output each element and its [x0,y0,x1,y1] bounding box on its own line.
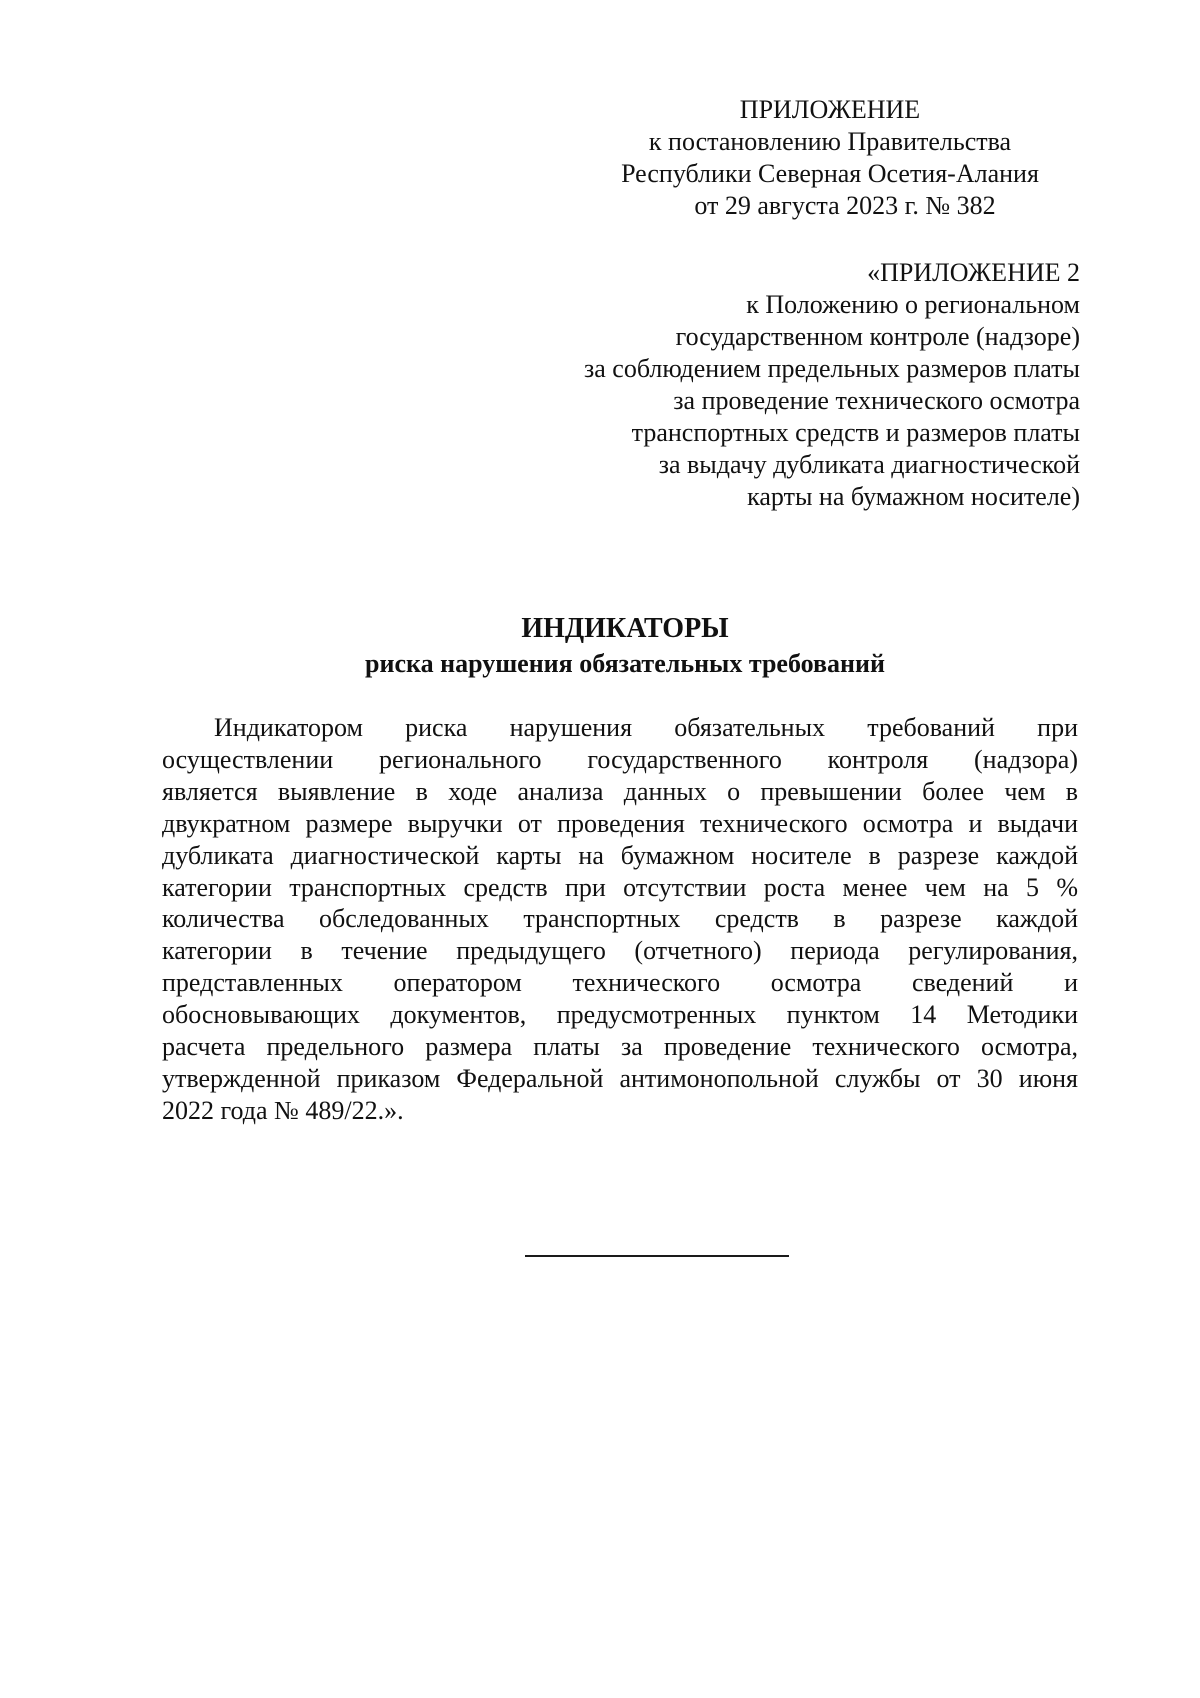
appendix2-header-line: «ПРИЛОЖЕНИЕ 2 [867,258,1080,287]
body-line: представленных оператором технического осмотра сведений и [162,968,1078,998]
body-line: дубликата диагностической карты на бумажном носителе в разрезе каждой [162,840,1078,870]
body-line: утвержденной приказом Федеральной антимонопольной службы от 30 июня [162,1063,1078,1093]
body-line: категории транспортных средств при отсутствии роста менее чем на 5 % [162,872,1078,902]
body-line: расчета предельного размера платы за проведение технического осмотра, [162,1032,1078,1062]
appendix2-header [520,257,1080,513]
appendix-header-line: ПРИЛОЖЕНИЕ [739,95,921,124]
appendix2-header-line: карты на бумажном носителе) [747,482,1080,511]
appendix-header [600,94,1060,222]
body-line: 2022 года № 489/22.». [162,1095,404,1125]
appendix2-header-line: к Положению о региональном [746,290,1080,319]
appendix-header-line: от 29 августа 2023 г. № 382 [694,191,996,220]
appendix2-header-line: транспортных средств и размеров платы [631,418,1080,447]
appendix-header-line: Республики Северная Осетия-Алания [621,159,1039,188]
end-divider [525,1255,789,1257]
document-title: ИНДИКАТОРЫ [521,613,729,644]
appendix2-header-line: за выдачу дубликата диагностической [658,450,1080,479]
body-line: обосновывающих документов, предусмотренных пунктом 14 Методики [162,1000,1078,1030]
appendix-header-line: к постановлению Правительства [648,127,1012,156]
body-line: количества обследованных транспортных средств в разрезе каждой [162,904,1078,934]
body-line: осуществлении регионального государственного контроля (надзора) [162,744,1078,774]
appendix2-header-line: за проведение технического осмотра [673,386,1080,415]
appendix2-header-line: государственном контроле (надзоре) [675,322,1080,351]
body-line: Индикатором риска нарушения обязательных требований при [214,713,1078,742]
body-paragraph [162,712,1078,1127]
body-line: является выявление в ходе анализа данных о превышении более чем в [162,776,1078,806]
appendix2-header-line: за соблюдением предельных размеров платы [584,354,1080,383]
document-subtitle: риска нарушения обязательных требований [365,649,885,678]
body-line: двукратном размере выручки от проведения технического осмотра и выдачи [162,808,1078,838]
body-line: категории в течение предыдущего (отчетного) периода регулирования, [162,936,1078,966]
